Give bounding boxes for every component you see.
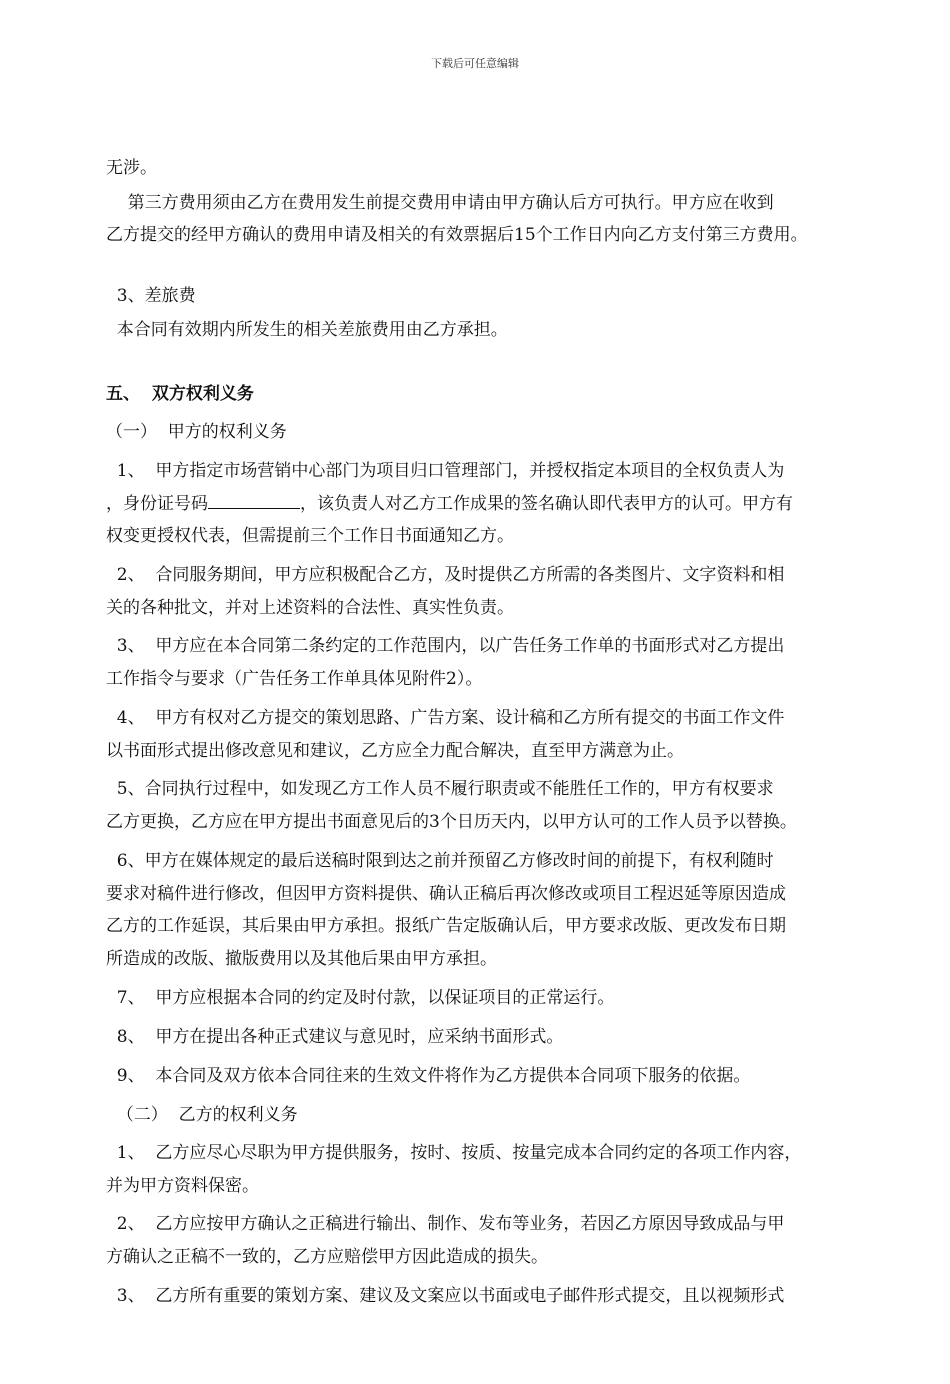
subsection-heading: （一） 甲方的权利义务: [106, 422, 287, 442]
clause-line: 2、 乙方应按甲方确认之正稿进行输出、制作、发布等业务，若因乙方原因导致成品与甲: [106, 1214, 785, 1234]
clause-line: 乙方的工作延误，其后果由甲方承担。报纸广告定版确认后，甲方要求改版、更改发布日期: [106, 916, 786, 936]
id-number-blank: [208, 492, 300, 509]
clause-line: 5、合同执行过程中，如发现乙方工作人员不履行职责或不能胜任工作的，甲方有权要求: [106, 779, 774, 799]
clause-line: 关的各种批文，并对上述资料的合法性、真实性负责。: [106, 598, 514, 618]
page-header-note: 下载后可任意编辑: [431, 57, 519, 70]
text-line: 乙方提交的经甲方确认的费用申请及相关的有效票据后15个工作日内向乙方支付第三方费用。: [106, 225, 808, 245]
clause-line: 乙方更换，乙方应在甲方提出书面意见后的3个日历天内，以甲方认可的工作人员予以替换。: [106, 812, 797, 832]
clause-line: 并为甲方资料保密。: [106, 1176, 259, 1196]
text-line: 无涉。: [106, 158, 157, 178]
clause-line: 9、 本合同及双方依本合同往来的生效文件将作为乙方提供本合同项下服务的依据。: [106, 1066, 751, 1086]
clause-line: 1、 乙方应尽心尽职为甲方提供服务，按时、按质、按量完成本合同约定的各项工作内容，: [106, 1143, 802, 1163]
clause-line: 方确认之正稿不一致的，乙方应赔偿甲方因此造成的损失。: [106, 1247, 548, 1267]
clause-line: 以书面形式提出修改意见和建议，乙方应全力配合解决，直至甲方满意为止。: [106, 741, 684, 761]
clause-line: 2、 合同服务期间，甲方应积极配合乙方，及时提供乙方所需的各类图片、文字资料和相: [106, 565, 785, 585]
id-number-label: ，身份证号码: [106, 494, 208, 514]
clause-line: 1、 甲方指定市场营销中心部门为项目归口管理部门，并授权指定本项目的全权负责人为: [106, 461, 785, 481]
clause-line: 3、 乙方所有重要的策划方案、建议及文案应以书面或电子邮件形式提交，且以视频形式: [106, 1286, 785, 1306]
text-line: 本合同有效期内所发生的相关差旅费用由乙方承担。: [106, 320, 508, 340]
clause-line: 8、 甲方在提出各种正式建议与意见时，应采纳书面形式。: [106, 1027, 564, 1047]
subsection-heading: （二） 乙方的权利义务: [106, 1105, 298, 1125]
section-heading: 五、 双方权利义务: [106, 384, 254, 404]
clause-line: 7、 甲方应根据本合同的约定及时付款，以保证项目的正常运行。: [106, 988, 615, 1008]
clause-line: 要求对稿件进行修改，但因甲方资料提供、确认正稿后再次修改或项目工程迟延等原因造成: [106, 884, 786, 904]
text-line: 第三方费用须由乙方在费用发生前提交费用申请由甲方确认后方可执行。甲方应在收到: [106, 193, 774, 213]
clause-line: 3、 甲方应在本合同第二条约定的工作范围内，以广告任务工作单的书面形式对乙方提出: [106, 636, 785, 656]
clause-line: 4、 甲方有权对乙方提交的策划思路、广告方案、设计稿和乙方所有提交的书面工作文件: [106, 708, 785, 728]
clause-line: 权变更授权代表，但需提前三个工作日书面通知乙方。: [106, 526, 514, 546]
clause-line: 6、甲方在媒体规定的最后送稿时限到达之前并预留乙方修改时间的前提下，有权利随时: [106, 851, 774, 871]
clause-line: 所造成的改版、撤版费用以及其他后果由甲方承担。: [106, 949, 497, 969]
clause-line: 工作指令与要求（广告任务工作单具体见附件2）。: [106, 669, 483, 689]
subsection-heading: 3、差旅费: [106, 286, 196, 306]
clause-text: ，该负责人对乙方工作成果的签名确认即代表甲方的认可。甲方有: [300, 494, 793, 514]
clause-line: [106, 492, 793, 515]
